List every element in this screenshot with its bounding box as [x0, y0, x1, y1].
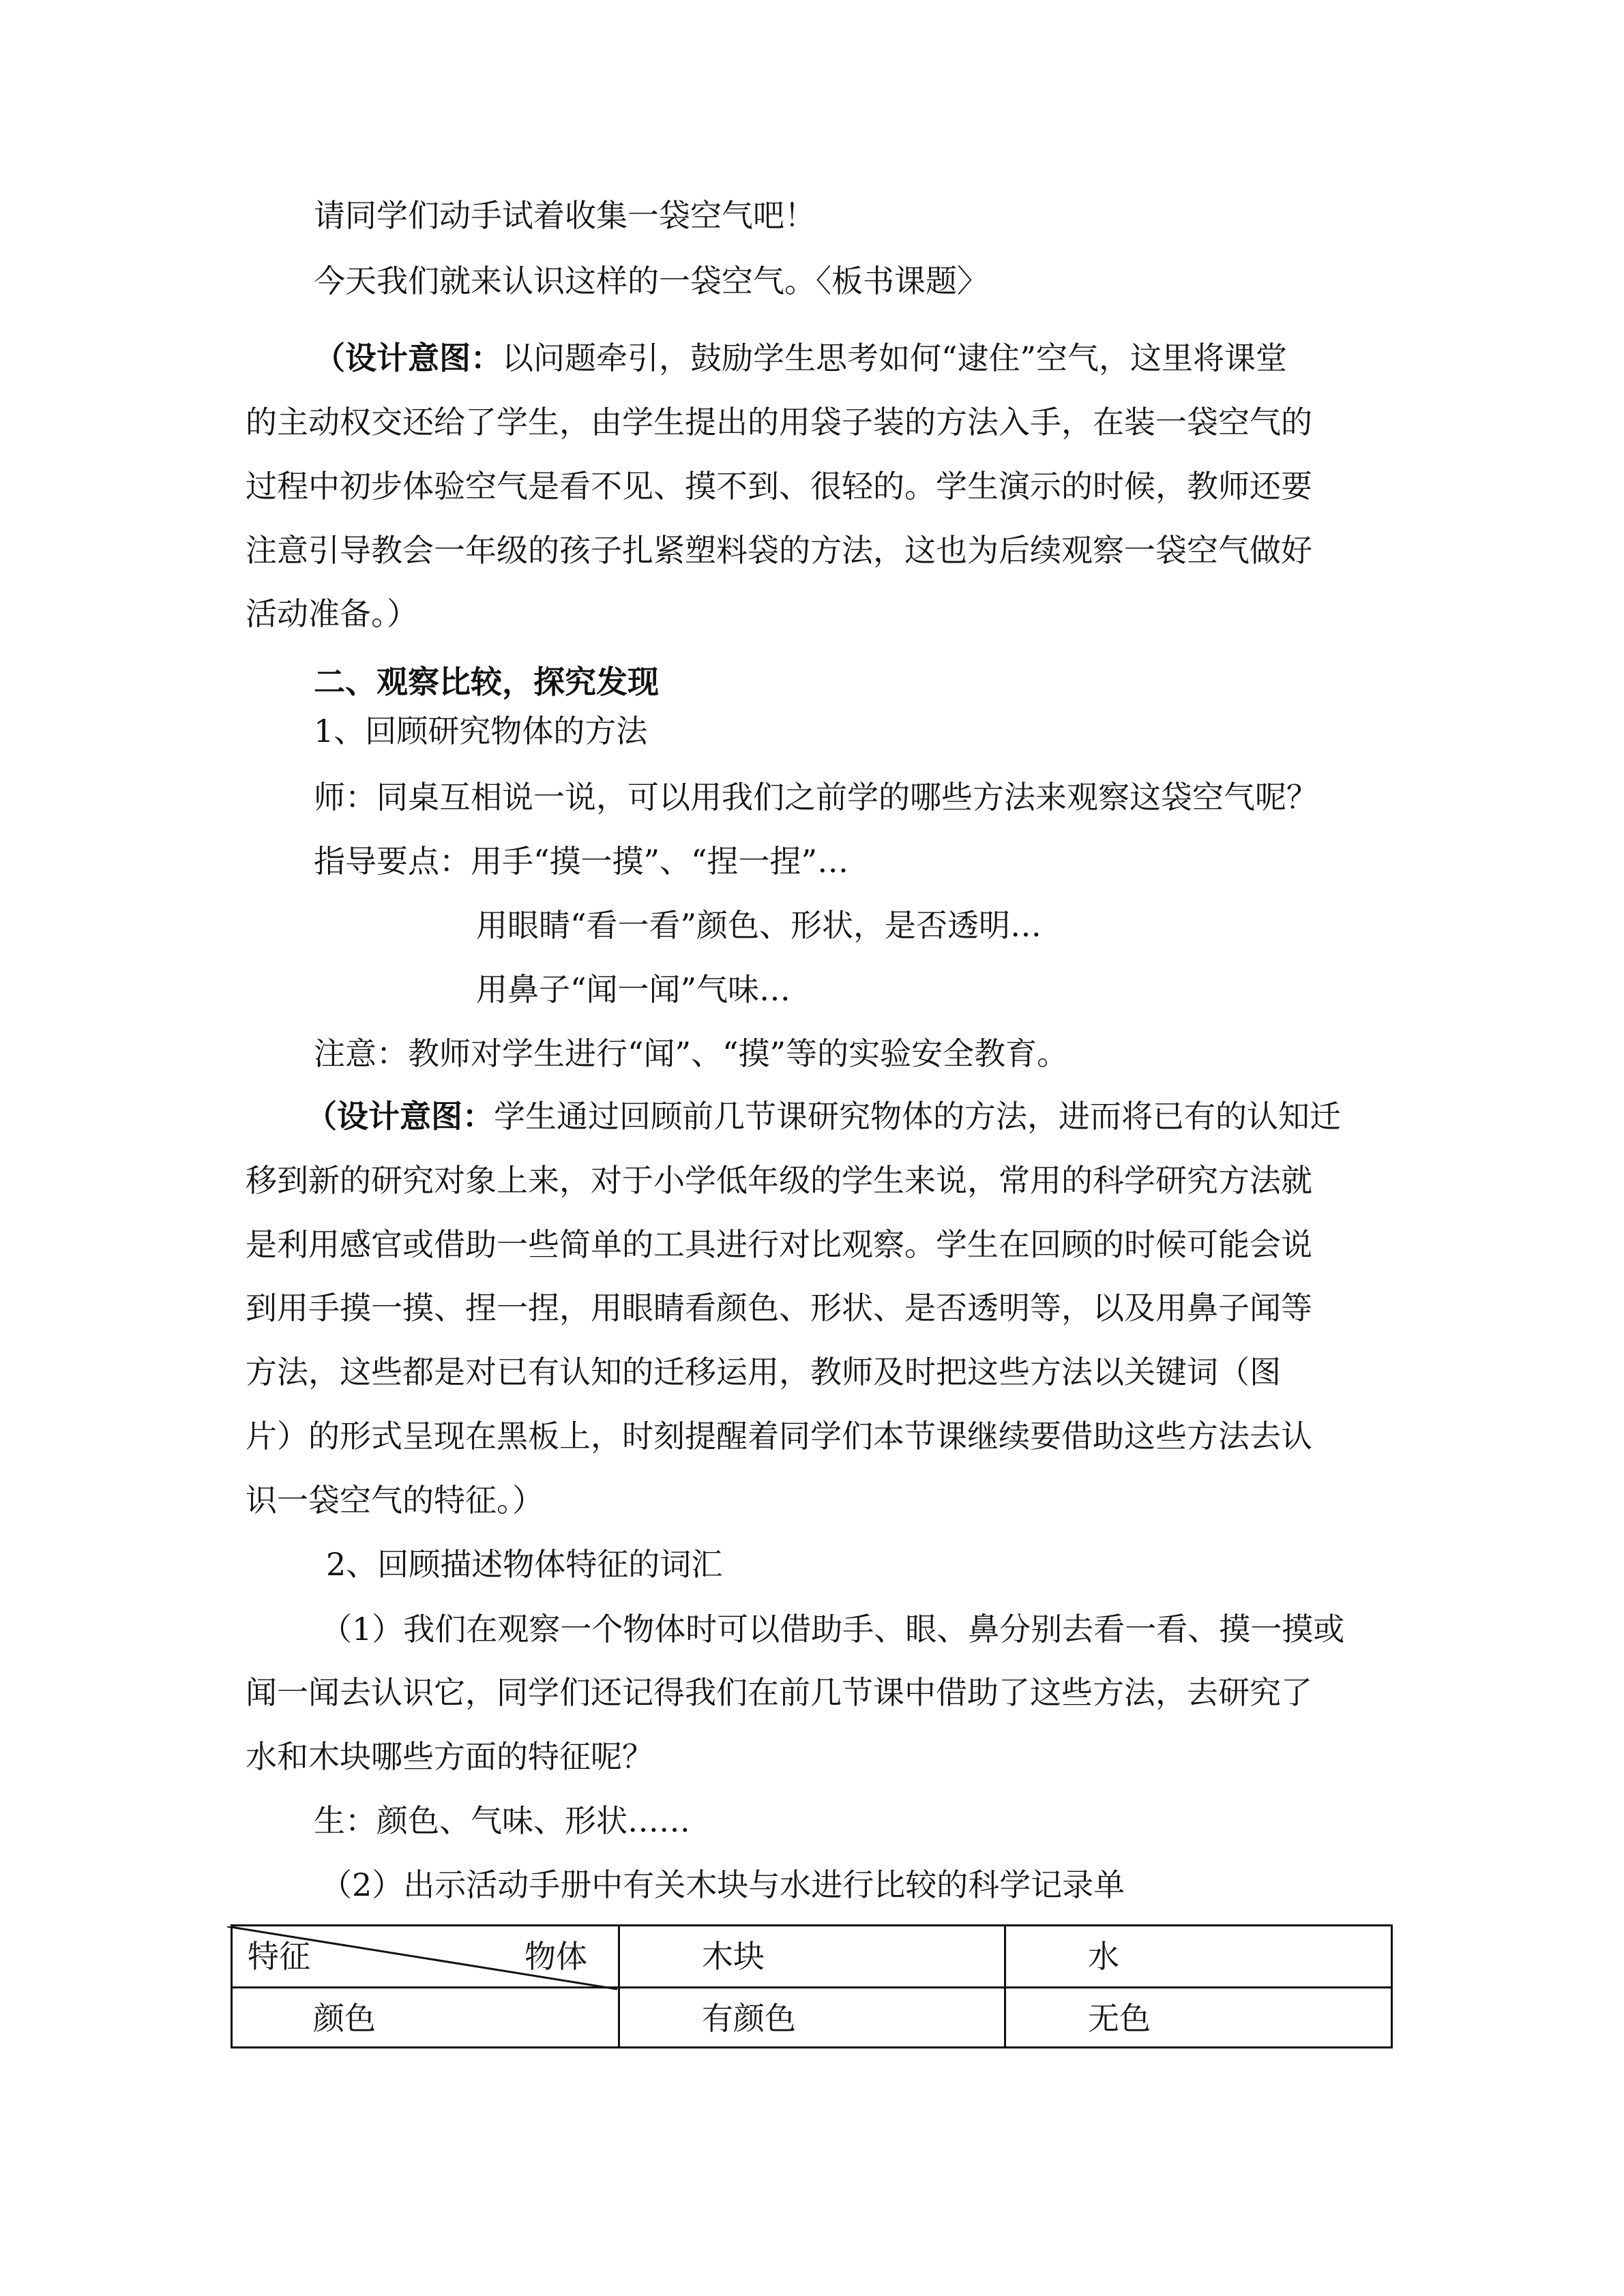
table-row: [232, 1988, 1392, 2048]
paragraph: 2、回顾描述物体特征的词汇: [326, 1546, 723, 1583]
column-header-water: 水: [1005, 1926, 1391, 1988]
paragraph: 是利用感官或借助一些简单的工具进行对比观察。学生在回顾的时候可能会说: [246, 1226, 1312, 1263]
paragraph: 指导要点：用手“摸一摸”、“捏一捏”…: [314, 843, 849, 880]
paragraph: 注意：教师对学生进行“闻”、“摸”等的实验安全教育。: [314, 1035, 1069, 1072]
paragraph: 方法，这些都是对已有认知的迁移运用，教师及时把这些方法以关键词（图: [246, 1354, 1281, 1390]
paragraph: 注意引导教会一年级的孩子扎紧塑料袋的方法，这也为后续观察一袋空气做好: [246, 532, 1312, 569]
paragraph: 识一袋空气的特征。）: [246, 1482, 544, 1519]
row-feature-cell: 颜色: [232, 1988, 619, 2048]
column-header-wood: 木块: [619, 1926, 1005, 1988]
paragraph: 用鼻子“闻一闻”气味…: [476, 971, 791, 1008]
paragraph-text: 以问题牵引，鼓励学生思考如何“逮住”空气，这里将课堂: [502, 340, 1288, 376]
design-intent-label: （设计意图：: [314, 340, 502, 376]
paragraph: 到用手摸一摸、捏一捏，用眼睛看颜色、形状、是否透明等，以及用鼻子闻等: [246, 1289, 1312, 1326]
paragraph: 用眼睛“看一看”颜色、形状，是否透明…: [476, 907, 1042, 944]
paragraph: 师：同桌互相说一说，可以用我们之前学的哪些方法来观察这袋空气呢？: [314, 779, 1318, 816]
paragraph: 移到新的研究对象上来，对于小学低年级的学生来说，常用的科学研究方法就: [246, 1162, 1312, 1199]
design-intent-line: [314, 339, 1446, 377]
paragraph: 的主动权交还给了学生，由学生提出的用袋子装的方法入手，在装一袋空气的: [246, 404, 1312, 441]
record-table: [231, 1924, 1393, 2048]
paragraph: （2）出示活动手册中有关木块与水进行比较的科学记录单: [321, 1866, 1125, 1903]
design-intent-label: （设计意图：: [306, 1098, 494, 1135]
paragraph: （1）我们在观察一个物体时可以借助手、眼、鼻分别去看一看、摸一摸或: [321, 1611, 1345, 1648]
paragraph: 片）的形式呈现在黑板上，时刻提醒着同学们本节课继续要借助这些方法去认: [246, 1418, 1312, 1455]
diagonal-header-cell: [232, 1926, 619, 1988]
header-feature-label: 特征: [248, 1938, 310, 1975]
paragraph: 生：颜色、气味、形状……: [314, 1802, 690, 1839]
section-heading: 二、观察比较，探究发现: [314, 664, 659, 700]
paragraph-text: 学生通过回顾前几节课研究物体的方法，进而将已有的认知迁: [494, 1098, 1341, 1135]
row-wood-cell: 有颜色: [619, 1988, 1005, 2048]
paragraph: 1、回顾研究物体的方法: [314, 713, 648, 749]
paragraph: 水和木块哪些方面的特征呢？: [246, 1738, 653, 1775]
row-water-cell: 无色: [1005, 1988, 1391, 2048]
header-object-label: 物体: [525, 1938, 587, 1975]
table-header-row: [232, 1926, 1392, 1988]
paragraph: 过程中初步体验空气是看不见、摸不到、很轻的。学生演示的时候，教师还要: [246, 468, 1312, 505]
paragraph: 请同学们动手试着收集一袋空气吧！: [314, 197, 816, 234]
paragraph: 闻一闻去认识它，同学们还记得我们在前几节课中借助了这些方法，去研究了: [246, 1674, 1312, 1711]
paragraph: 活动准备。）: [246, 595, 418, 632]
design-intent-line: [306, 1097, 1438, 1135]
paragraph: 今天我们就来认识这样的一袋空气。〈板书课题〉: [314, 263, 988, 299]
